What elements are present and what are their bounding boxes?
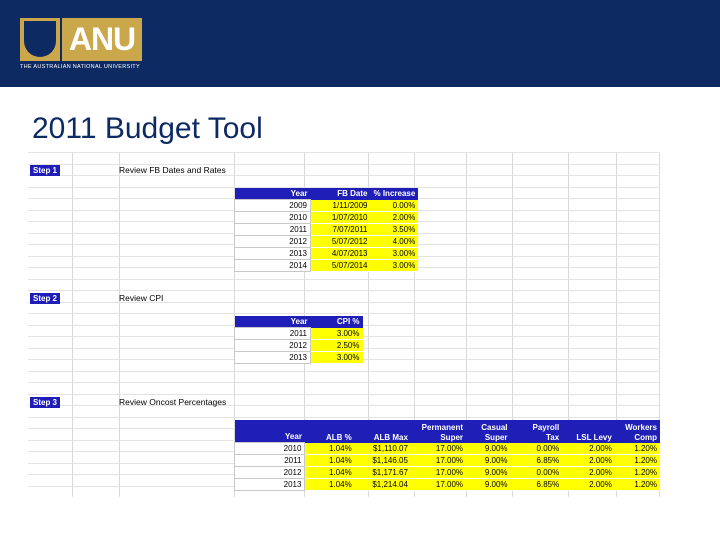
table-cell[interactable]: 2.00% [562,443,615,455]
anu-logo [20,18,142,61]
table-cell[interactable]: 3.00% [311,328,363,340]
table-cell[interactable]: 1.04% [305,443,355,455]
column-header-top: Permanent [421,422,464,432]
column-header-bottom: Comp [634,432,657,442]
table-cell[interactable]: 2013 [235,352,311,364]
grid-line [28,394,660,395]
logo-text: ANU [62,18,142,61]
table-row [235,443,661,455]
table-cell[interactable]: 2010 [235,443,305,455]
table-cell[interactable]: 2011 [235,328,311,340]
table-cell[interactable]: 17.00% [411,455,466,467]
table-cell[interactable]: 3.00% [311,352,363,364]
cpi-table [234,316,363,364]
table-cell[interactable]: 2013 [235,479,305,491]
column-header [305,420,355,443]
table-cell[interactable]: 7/07/2011 [311,224,371,236]
table-cell[interactable]: $1,214.04 [355,479,411,491]
table-cell[interactable]: 1.20% [615,443,660,455]
table-cell[interactable]: 9.00% [466,467,511,479]
logo-subtitle: THE AUSTRALIAN NATIONAL UNIVERSITY [20,64,140,70]
table-row [235,479,661,491]
table-cell[interactable]: 2011 [235,455,305,467]
table-cell[interactable]: 2011 [235,224,311,236]
grid-line [28,152,660,153]
table-cell[interactable]: 1/07/2010 [311,212,371,224]
column-header-bottom: Tax [546,432,560,442]
table-cell[interactable]: 17.00% [411,479,466,491]
table-cell[interactable]: 2.00% [562,479,615,491]
table-cell[interactable]: 9.00% [466,443,511,455]
table-cell[interactable]: 3.00% [371,260,419,272]
column-header [615,420,660,443]
column-header: Year [235,316,311,328]
table-cell[interactable]: 2009 [235,200,311,212]
table-cell[interactable]: 5/07/2012 [311,236,371,248]
column-header-top [308,423,352,433]
table-cell[interactable]: 2014 [235,260,311,272]
table-row [235,224,419,236]
table-cell[interactable]: 5/07/2014 [311,260,371,272]
table-cell[interactable]: 2.00% [371,212,419,224]
table-cell[interactable]: 4.00% [371,236,419,248]
column-header: Year [235,188,311,200]
table-cell[interactable]: 6.85% [511,455,563,467]
column-header: % Increase [371,188,419,200]
table-cell[interactable]: 2010 [235,212,311,224]
step2-label: Step 2 [30,293,60,304]
table-cell[interactable]: 2.50% [311,340,363,352]
table-row [235,352,363,364]
column-header-top: Payroll [532,422,560,432]
column-header-top: Casual [481,422,508,432]
grid-line [28,371,660,372]
table-cell[interactable]: 1.20% [615,467,660,479]
column-header [562,420,615,443]
table-cell[interactable]: 6.85% [511,479,563,491]
table-cell[interactable]: 9.00% [466,455,511,467]
table-row [235,340,363,352]
table-cell[interactable]: 2013 [235,248,311,260]
column-header-bottom: ALB % [325,432,352,442]
table-row [235,200,419,212]
table-cell[interactable]: 1/11/2009 [311,200,371,212]
step1-label: Step 1 [30,165,60,176]
column-header-top: Workers [625,422,657,432]
grid-line [28,417,660,418]
column-header [411,420,466,443]
table-cell[interactable]: 9.00% [466,479,511,491]
grid-line [28,279,660,280]
table-cell[interactable]: 2.00% [562,467,615,479]
table-row [235,455,661,467]
table-cell[interactable]: 17.00% [411,467,466,479]
column-header-bottom: ALB Max [373,432,408,442]
table-row [235,248,419,260]
oncost-table [234,420,660,491]
column-header [235,420,305,443]
table-cell[interactable]: 3.50% [371,224,419,236]
column-header-bottom: LSL Levy [576,432,612,442]
table-cell[interactable]: 3.00% [371,248,419,260]
table-cell[interactable]: 1.04% [305,479,355,491]
table-cell[interactable]: 1.04% [305,467,355,479]
table-cell[interactable]: 1.04% [305,455,355,467]
column-header-top [358,423,408,433]
table-cell[interactable]: 0.00% [511,443,563,455]
column-header-bottom: Year [285,432,302,441]
step2-description: Review CPI [119,293,164,303]
grid-line [28,290,660,291]
spreadsheet [28,152,660,497]
table-cell[interactable]: 2012 [235,467,305,479]
header-bar [0,0,720,87]
column-header [511,420,563,443]
table-cell[interactable]: 1.20% [615,455,660,467]
column-header [466,420,511,443]
table-cell[interactable]: 2012 [235,340,311,352]
page-title: 2011 Budget Tool [32,112,263,145]
step3-label: Step 3 [30,397,60,408]
table-cell[interactable]: 2.00% [562,455,615,467]
column-header: FB Date [311,188,371,200]
column-header-top [565,423,612,433]
column-header-top [238,422,302,432]
table-cell[interactable]: 2012 [235,236,311,248]
column-header-bottom: Super [484,432,508,442]
table-cell[interactable]: $1,146.05 [355,455,411,467]
column-header: CPI % [311,316,363,328]
table-cell[interactable]: 1.20% [615,479,660,491]
table-row [235,212,419,224]
table-cell[interactable]: $1,171.67 [355,467,411,479]
table-cell[interactable]: $1,110.07 [355,443,411,455]
step1-description: Review FB Dates and Rates [119,165,226,175]
table-cell[interactable]: 4/07/2013 [311,248,371,260]
grid-line [28,175,660,176]
table-row [235,236,419,248]
step3-description: Review Oncost Percentages [119,397,227,407]
column-header [355,420,411,443]
grid-line [28,382,660,383]
column-header-bottom: Super [440,432,464,442]
table-cell[interactable]: 0.00% [371,200,419,212]
crest-icon [20,18,60,61]
grid-line [28,313,660,314]
table-cell[interactable]: 17.00% [411,443,466,455]
table-row [235,328,363,340]
table-row [235,467,661,479]
table-row [235,260,419,272]
fb-rates-table [234,188,418,272]
table-cell[interactable]: 0.00% [511,467,563,479]
